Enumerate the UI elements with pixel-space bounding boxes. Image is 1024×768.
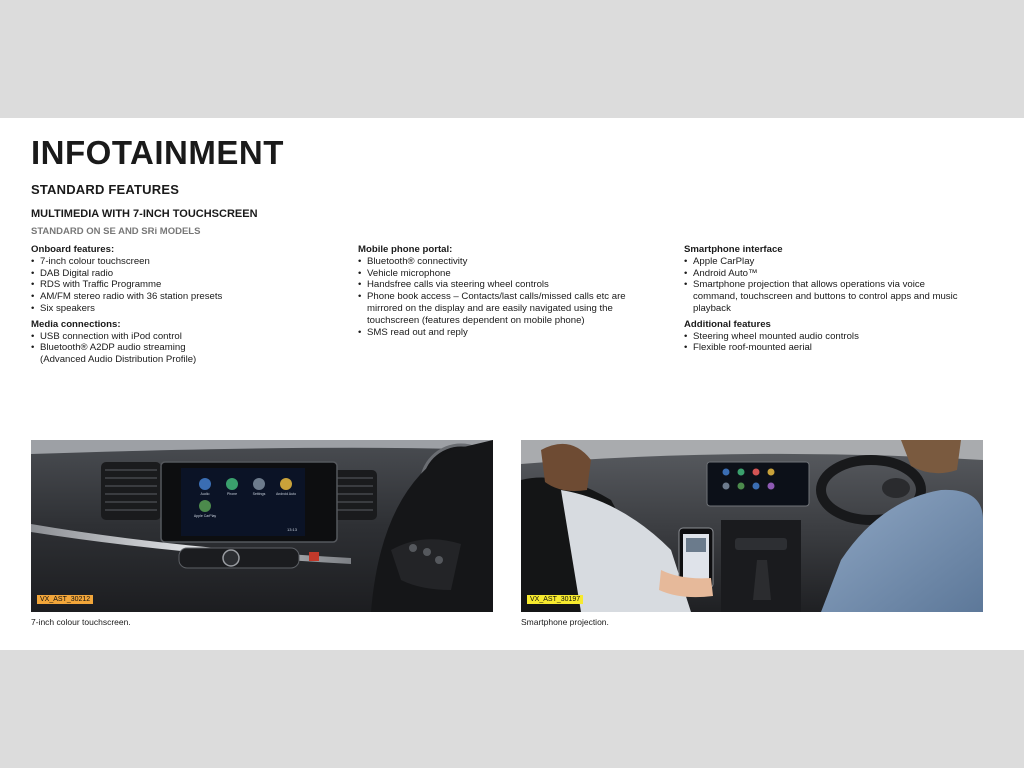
phone-list [358,256,643,339]
section-title-phone: Mobile phone portal: [358,244,453,255]
additional-list [684,331,984,355]
screen-app-label: Audio [200,492,210,496]
left-vent [101,462,161,520]
screen-app-label: Android Auto [275,492,297,496]
screen-app-label: Phone [226,492,238,496]
dashboard-illustration [31,440,493,612]
list-item: • Apple CarPlay [684,256,969,268]
section-title-onboard: Onboard features: [31,244,115,255]
image-caption: Smartphone projection. [521,617,609,627]
list-item: • USB connection with iPod control [31,331,226,343]
features-column-3 [684,244,984,358]
list-item: • AM/FM stereo radio with 36 station presets [31,291,331,303]
section-heading: STANDARD FEATURES [31,182,180,197]
right-vent [331,470,377,520]
features-column-2 [358,244,658,342]
dashboard-photo [31,440,493,612]
section-title-additional: Additional features [684,318,771,330]
media-list [31,331,226,366]
list-item: • RDS with Traffic Programme [31,279,331,291]
section-title-media: Media connections: [31,318,121,330]
list-item: • Steering wheel mounted audio controls [684,331,984,343]
list-item: • Vehicle microphone [358,268,643,280]
page-title: INFOTAINMENT [31,134,284,171]
list-item: • Handsfree calls via steering wheel controls [358,279,643,291]
list-item: • Android Auto™ [684,268,969,280]
list-item: • DAB Digital radio [31,268,331,280]
smartphone-list [684,256,969,315]
image-caption: 7-inch colour touchscreen. [31,617,131,627]
list-item: • Six speakers [31,303,331,315]
screen-app-label: Apple CarPlay [193,514,217,518]
image-reference-tag: VX_AST_30197 [527,595,583,604]
screen-clock: 13:13 [287,527,298,532]
models-note: STANDARD ON SE AND SRi MODELS [31,226,201,237]
image-reference-tag: VX_AST_30212 [37,595,93,604]
onboard-list [31,256,331,315]
smartphone-projection-photo [521,440,983,612]
list-item: • Bluetooth® connectivity [358,256,643,268]
list-item: • Bluetooth® A2DP audio streaming (Advanced Audio Distribution Profile) [31,342,226,366]
subsection-heading: MULTIMEDIA WITH 7-INCH TOUCHSCREEN [31,208,258,220]
list-item: • Flexible roof-mounted aerial [684,342,984,354]
cabin-illustration [521,440,983,612]
section-title-smartphone: Smartphone interface [684,244,783,255]
list-item: • 7-inch colour touchscreen [31,256,331,268]
features-column-1 [31,244,331,370]
list-item: • SMS read out and reply [358,327,643,339]
screen-app-label: Settings [252,492,266,496]
list-item: • Phone book access – Contacts/last calls/missed calls etc are mirrored on the display and are easily navigated using the touchscreen (features dependent on mobile phone) [358,291,643,326]
list-item: • Smartphone projection that allows operations via voice command, touchscreen and buttons to control apps and music playback [684,279,969,314]
brochure-page [0,118,1024,650]
